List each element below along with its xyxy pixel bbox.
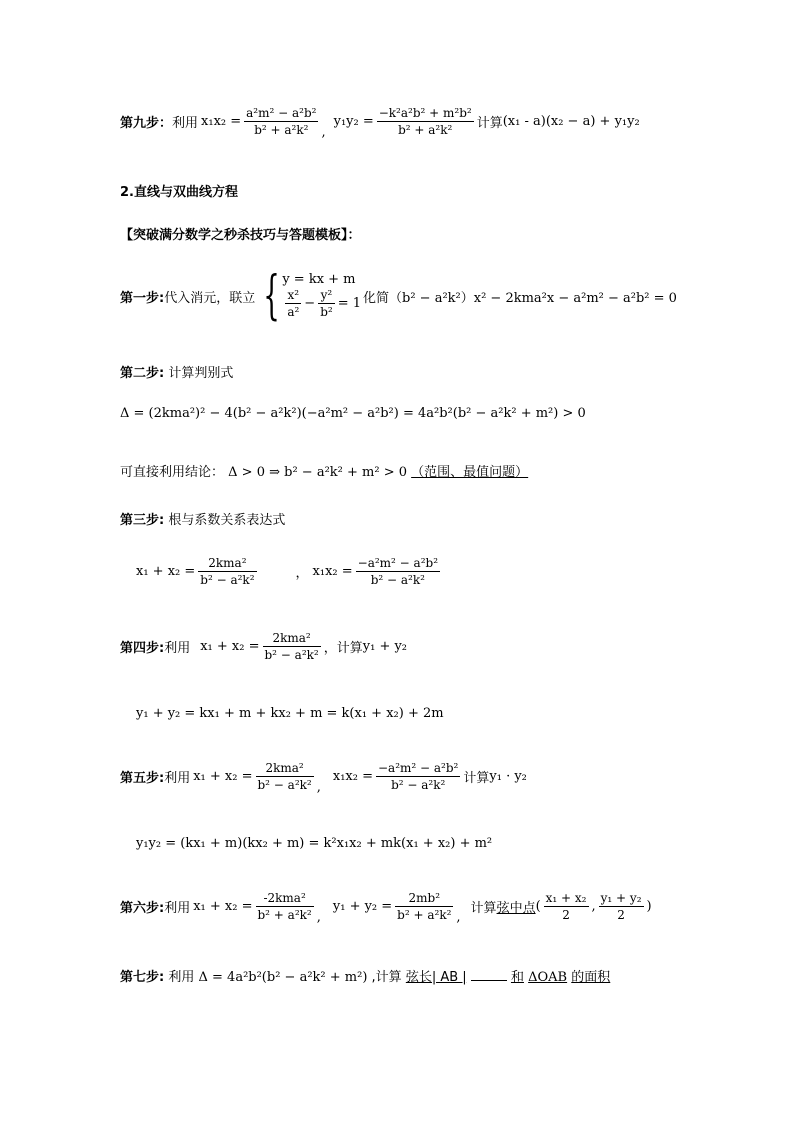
step4-tail: ，计算 — [323, 641, 363, 656]
step9-y1y2-denominator: b² + a²k² — [398, 123, 453, 137]
step3-formulas — [136, 555, 443, 588]
eq2-x-numerator: x² — [285, 287, 301, 304]
step6-sum-fraction — [256, 890, 314, 923]
step6-line — [120, 888, 652, 925]
step6-ysum-numerator: 2mb² — [395, 890, 453, 907]
step6-mid-x-fraction — [544, 890, 589, 923]
step5-sum-denominator: b² − a²k² — [257, 778, 312, 792]
step9-x1x2-denominator: b² + a²k² — [254, 123, 309, 137]
step7-area: 的面积 — [571, 970, 611, 985]
step3-prod-numerator: −a²m² − a²b² — [357, 556, 439, 570]
conclusion-line — [120, 461, 528, 480]
conclusion-text: 可直接利用结论： — [120, 465, 225, 480]
discriminant-formula: Δ = (2kma²)² − 4(b² − a²k²)(−a²m² − a²b²) = 4a²b²(b² − a²k² + m²) > 0 — [120, 406, 586, 421]
step6-sum-numerator: -2kma² — [256, 890, 314, 907]
step4-line — [120, 630, 407, 663]
step4-label: 第四步: — [120, 641, 165, 656]
eq2-y-denominator: b² — [320, 305, 333, 319]
step9-lead: 利用 — [172, 116, 199, 131]
step1-label: 第一步: — [120, 290, 165, 306]
step6-mid-x-denominator: 2 — [562, 908, 570, 922]
step3-label: 第三步: — [120, 513, 165, 528]
step6-sep2: , — [456, 910, 461, 925]
step7-chord-length: 弦长| AB | — [405, 970, 467, 985]
eq2-y-numerator: y² — [318, 287, 335, 304]
step1-line — [120, 266, 677, 326]
step9-x1x2-numerator: a²m² − a²b² — [246, 106, 317, 120]
step7-blank — [471, 968, 507, 981]
step6-mid-y-numerator: y₁ + y₂ — [600, 891, 642, 905]
system-eq2 — [282, 287, 361, 320]
step5-lead: 利用 — [164, 771, 191, 786]
eq2-minus: − — [304, 296, 316, 311]
step5-sum-numerator: 2kma² — [256, 760, 314, 777]
step3-sum-denominator: b² − a²k² — [200, 573, 255, 587]
step3-sum-lhs: x₁ + x₂ = — [136, 564, 196, 579]
step5-sep: , — [316, 780, 321, 795]
step9-label: 第九步： — [120, 116, 173, 131]
conclusion-note: （范围、最值问题） — [411, 465, 529, 480]
step4-sum-numerator: 2kma² — [263, 630, 321, 647]
step5-sum-fraction — [256, 760, 314, 793]
step9-sep: , — [321, 125, 326, 140]
step6-lead: 利用 — [164, 901, 191, 916]
step5-tail: 计算 — [463, 771, 490, 786]
step3-prod-lhs: x₁x₂ = — [312, 564, 353, 579]
step5-prod-numerator: −a²m² − a²b² — [378, 761, 459, 775]
system-eq1: y = kx + m — [282, 272, 356, 287]
step4-lead: 利用 — [164, 641, 191, 656]
step6-ysum-lhs: y₁ + y₂ = — [332, 899, 393, 914]
step5-formula: y₁y₂ = (kx₁ + m)(kx₂ + m) = k²x₁x₂ + mk(x₁ + x₂) + m² — [136, 836, 493, 851]
step7-label: 第七步: — [120, 970, 165, 985]
step6-ysum-fraction — [395, 890, 453, 923]
step4-sum-lhs: x₁ + x₂ = — [200, 639, 260, 654]
eq2-x-denominator: a² — [287, 305, 300, 319]
step7-and: 和 — [510, 970, 524, 985]
step6-label: 第六步: — [120, 901, 165, 916]
step5-prod-denominator: b² − a²k² — [391, 778, 446, 792]
step6-sep1: , — [316, 910, 321, 925]
step9-tail: 计算 — [476, 116, 503, 131]
step6-sum-lhs: x₁ + x₂ = — [193, 899, 253, 914]
equation-system — [255, 266, 361, 326]
step5-line — [120, 758, 527, 795]
step3-heading — [120, 509, 285, 528]
step7-tail: ,计算 — [371, 970, 402, 985]
step7-formula: Δ = 4a²b²(b² − a²k² + m²) — [198, 970, 368, 985]
step7-line — [120, 966, 610, 985]
step9-x1x2-fraction — [244, 105, 318, 138]
step4-sum-fraction — [263, 630, 321, 663]
step3-prod-fraction — [356, 555, 440, 588]
left-brace-icon: { — [263, 266, 281, 326]
step6-sum-denominator: b² + a²k² — [257, 908, 312, 922]
section-title: 2.直线与双曲线方程 — [120, 185, 238, 200]
step2-label: 第二步: — [120, 366, 165, 381]
step6-mid-open: ( — [535, 899, 541, 914]
step9-y1y2-lhs: y₁y₂ = — [333, 114, 374, 129]
step1-simplify: 化简 — [362, 290, 389, 306]
step9-y1y2-numerator: −k²a²b² + m²b² — [378, 106, 472, 120]
step6-midpoint-label: 弦中点 — [496, 901, 536, 916]
step4-sum-denominator: b² − a²k² — [264, 648, 319, 662]
step3-prod-denominator: b² − a²k² — [370, 573, 425, 587]
step5-prod-fraction — [376, 760, 460, 793]
step5-label: 第五步: — [120, 771, 165, 786]
step5-sum-lhs: x₁ + x₂ = — [193, 769, 253, 784]
step3-sep: ， — [295, 566, 309, 581]
eq2-fraction-x — [285, 287, 301, 320]
eq2-fraction-y — [318, 287, 335, 320]
step2-text: 计算判别式 — [168, 366, 234, 381]
step6-mid-y-fraction — [599, 890, 644, 923]
step6-mid-y-denominator: 2 — [617, 908, 625, 922]
step4-tail-expr: y₁ + y₂ — [362, 639, 408, 654]
conclusion-formula: Δ > 0 ⇒ b² − a²k² + m² > 0 — [228, 465, 407, 480]
template-title: 【突破满分数学之秒杀技巧与答题模板】： — [120, 228, 361, 243]
step6-mid-close: ) — [646, 899, 652, 914]
step6-mid-x-numerator: x₁ + x₂ — [545, 891, 587, 905]
step4-formula: y₁ + y₂ = kx₁ + m + kx₂ + m = k(x₁ + x₂) + 2m — [136, 706, 444, 721]
step6-ysum-denominator: b² + a²k² — [397, 908, 452, 922]
step5-tail-expr: y₁ · y₂ — [489, 769, 527, 784]
step6-tail: 计算 — [470, 901, 497, 916]
step9-y1y2-fraction — [377, 105, 474, 138]
step1-lead: 代入消元，联立 — [164, 290, 256, 306]
step7-triangle: ΔOAB — [528, 970, 568, 985]
step3-text: 根与系数关系表达式 — [168, 513, 286, 528]
step9-x1x2-lhs: x₁x₂ = — [201, 114, 242, 129]
eq2-rhs: = 1 — [337, 296, 361, 311]
step9-tail-expr: (x₁ - a)(x₂ − a) + y₁y₂ — [502, 114, 640, 129]
step7-lead: 利用 — [168, 970, 195, 985]
step5-prod-lhs: x₁x₂ = — [332, 769, 373, 784]
step3-sum-fraction — [198, 555, 256, 588]
step1-result: （b² − a²k²）x² − 2kma²x − a²m² − a²b² = 0 — [389, 290, 677, 306]
step9-line — [120, 103, 640, 140]
step6-mid-comma: , — [591, 899, 596, 914]
step3-sum-numerator: 2kma² — [198, 555, 256, 572]
step2-heading — [120, 362, 233, 381]
